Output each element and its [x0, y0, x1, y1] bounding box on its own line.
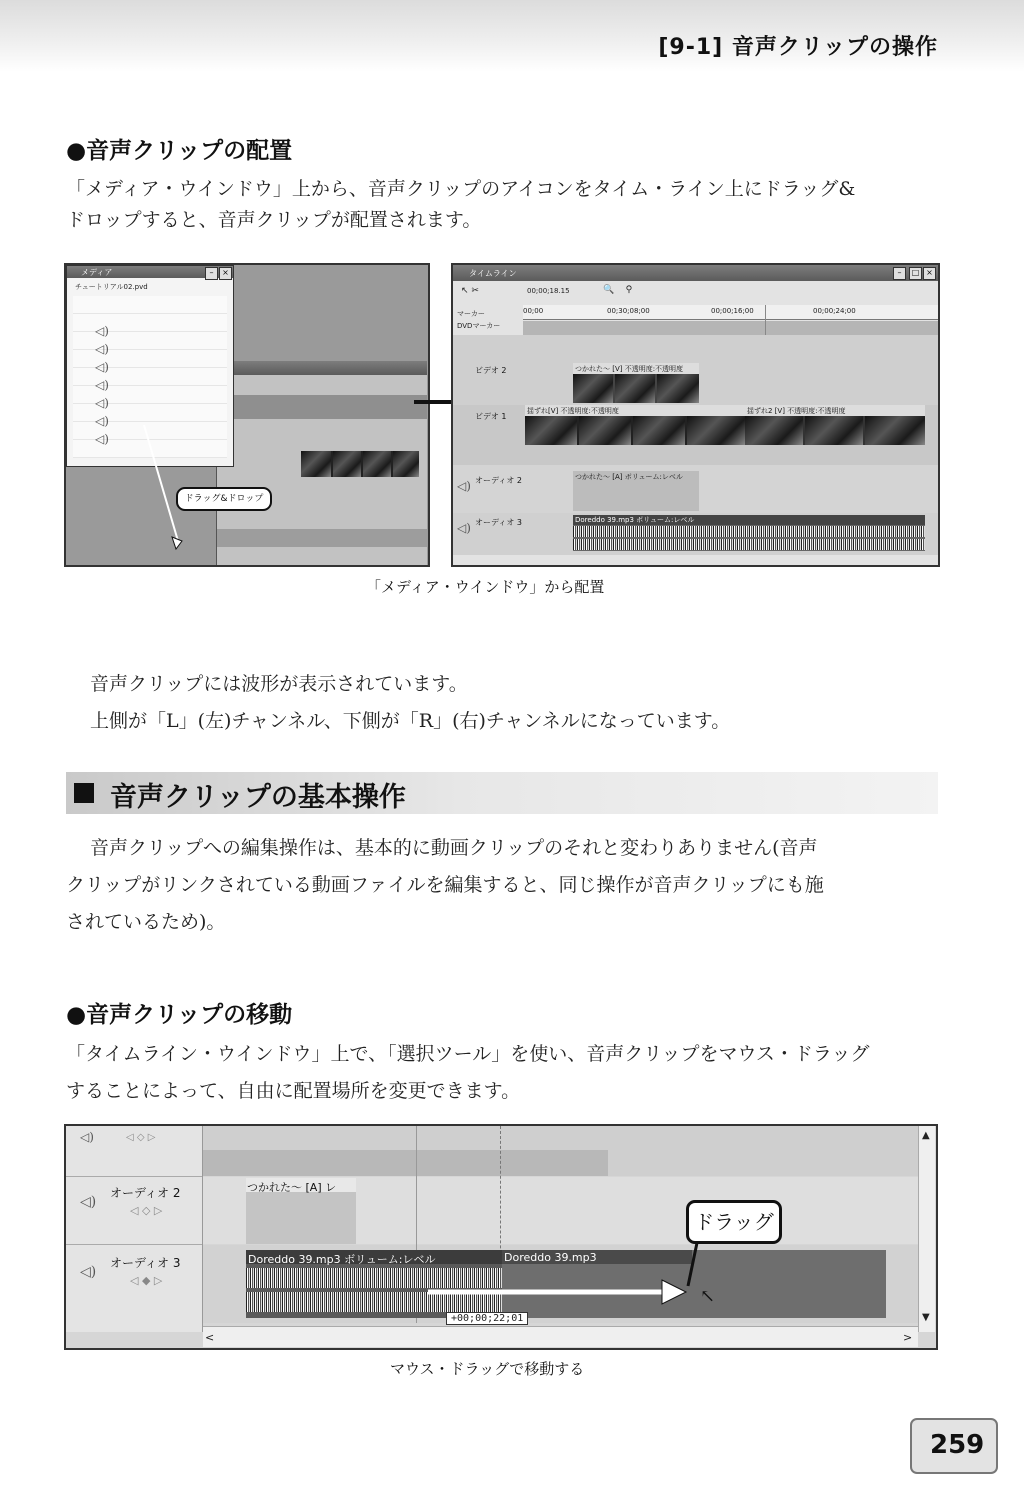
scroll-down-icon[interactable]: ▼: [922, 1312, 930, 1323]
timeline-minimize-button[interactable]: –: [893, 267, 906, 280]
scroll-right-icon[interactable]: >: [903, 1331, 913, 1344]
media-window-title: メディア: [81, 268, 113, 277]
zoom-icon[interactable]: 🔍 ⚲: [603, 285, 633, 295]
figure2-caption: マウス・ドラッグで移動する: [390, 1360, 585, 1378]
drag-path-line: [66, 265, 428, 565]
placement-line-1: 「メディア・ウインドウ」上から、音声クリップのアイコンをタイム・ライン上にドラッグ&: [66, 178, 856, 200]
drag-and-drop-callout: ドラッグ&ドロップ: [176, 487, 272, 511]
timeline-titlebar: [453, 265, 938, 281]
dvd-marker-label: DVDマーカー: [457, 322, 501, 330]
drag-timecode-tooltip: +00;00;22;01: [446, 1312, 528, 1325]
basic-ops-line-2: クリップがリンクされている動画ファイルを編集すると、同じ操作が音声クリップにも施: [66, 874, 824, 896]
ruler-tick-label: 00;00;24;00: [813, 307, 856, 315]
keyframe-nav-icon[interactable]: ◁ ◇ ▷: [130, 1204, 163, 1217]
audio-file-icon[interactable]: ◁): [95, 360, 109, 374]
section-title-placement: ●音声クリップの配置: [66, 138, 293, 164]
drag-callout: ドラッグ: [686, 1200, 782, 1244]
scroll-left-icon[interactable]: <: [205, 1331, 215, 1344]
timeline-close-button[interactable]: ×: [923, 267, 936, 280]
media-project-name: チュートリアル02.pvd: [75, 283, 148, 291]
speaker-icon[interactable]: ◁): [80, 1194, 97, 1210]
mouse-cursor-icon: ↖: [700, 1286, 716, 1307]
audio-file-icon[interactable]: ◁): [95, 396, 109, 410]
ruler-tick-label: 00;30;08;00: [607, 307, 650, 315]
keyframe-nav-icon[interactable]: ◁ ◇ ▷: [126, 1132, 156, 1143]
audio-file-icon[interactable]: ◁): [95, 342, 109, 356]
timeline-maximize-button[interactable]: □: [909, 267, 922, 280]
track-label-audio3: オーディオ 3: [110, 1256, 181, 1270]
clip-audio3-label: Doreddo 39.mp3 ボリューム:レベル: [248, 1253, 436, 1266]
basic-ops-line-1: 音声クリップへの編集操作は、基本的に動画クリップのそれと変わりありません(音声: [90, 837, 818, 859]
clip-audio3-label: Doreddo 39.mp3 ボリューム:レベル: [575, 516, 695, 524]
horizontal-scrollbar[interactable]: [203, 1326, 918, 1347]
placement-paragraph: [66, 174, 946, 236]
audio-file-icon[interactable]: ◁): [95, 414, 109, 428]
clip-audio3[interactable]: [573, 515, 925, 551]
ruler-tick-label: 00;00;16;00: [711, 307, 754, 315]
keyframe-nav-icon[interactable]: ◁ ◆ ▷: [130, 1274, 163, 1287]
move-line-2: することによって、自由に配置場所を変更できます。: [66, 1080, 521, 1102]
clip-video2[interactable]: [573, 363, 699, 403]
scroll-up-icon[interactable]: ▲: [922, 1130, 930, 1141]
speaker-icon[interactable]: ◁): [457, 479, 471, 493]
running-head: [9-1] 音声クリップの操作: [658, 35, 938, 60]
speaker-icon[interactable]: ◁): [457, 521, 471, 535]
track-label-audio3: オーディオ 3: [475, 518, 522, 527]
clip-video1-a-label: 揺ずれ[V] 不透明度:不透明度: [527, 407, 619, 415]
audio-file-icon[interactable]: ◁): [95, 324, 109, 338]
select-tool-icon[interactable]: ↖ ✂: [461, 286, 479, 296]
page-number: 259: [930, 1430, 985, 1460]
timeline-window-title: タイムライン: [469, 269, 517, 278]
audio-file-icon[interactable]: ◁): [95, 432, 109, 446]
figure2-timeline-screenshot: [64, 1124, 938, 1350]
waveform-line-1: 音声クリップには波形が表示されています。: [90, 673, 468, 695]
timecode-display: 00;00;18.15: [527, 287, 570, 295]
clip-audio2-label: つかれた～ [A] ボリューム:レベル: [575, 473, 683, 481]
media-close-button[interactable]: ×: [219, 267, 232, 280]
clip-video1-b[interactable]: [745, 405, 925, 445]
ruler-tick-label: 00;00: [523, 307, 544, 315]
clip-audio2-label: つかれた～ [A] レ: [247, 1181, 337, 1194]
waveform-line-2: 上側が「L」(左)チャンネル、下側が「R」(右)チャンネルになっています。: [90, 710, 731, 732]
media-minimize-button[interactable]: –: [205, 267, 218, 280]
waveform-paragraph: [90, 666, 950, 740]
move-paragraph: [66, 1036, 946, 1110]
clip-video1-a[interactable]: [525, 405, 745, 445]
basic-ops-line-3: されているため)。: [66, 911, 226, 933]
audio-file-icon[interactable]: ◁): [95, 378, 109, 392]
marker-label: マーカー: [457, 310, 485, 318]
move-line-1: 「タイムライン・ウインドウ」上で、「選択ツール」を使い、音声クリップをマウス・ドラッグ: [66, 1043, 870, 1065]
figure1-timeline-window-screenshot: [451, 263, 940, 567]
placement-line-2: ドロップすると、音声クリップが配置されます。: [66, 209, 482, 231]
figure1-caption: 「メディア・ウインドウ」から配置: [366, 578, 605, 596]
track-label-video1: ビデオ 1: [475, 412, 507, 421]
time-ruler[interactable]: [523, 305, 938, 320]
clip-video2-label: つかれた～ [V] 不透明度:不透明度: [575, 365, 684, 373]
waveform-left: [573, 526, 925, 537]
clip-video1-b-label: 揺ずれ2 [V] 不透明度:不透明度: [747, 407, 846, 415]
clip-audio2[interactable]: [573, 471, 699, 511]
section-heading-square: [74, 783, 94, 803]
track-label-video2: ビデオ 2: [475, 366, 507, 375]
track-label-audio2: オーディオ 2: [110, 1186, 181, 1200]
figure1-media-window-screenshot: [64, 263, 430, 567]
section-title-move: ●音声クリップの移動: [66, 1002, 293, 1028]
vertical-scrollbar[interactable]: [918, 1126, 935, 1332]
dvd-marker-lane: [523, 321, 938, 335]
waveform-right: [573, 539, 925, 550]
clip-ghost-label: Doreddo 39.mp3: [504, 1251, 597, 1264]
track-label-audio2: オーディオ 2: [475, 476, 522, 485]
speaker-icon[interactable]: ◁): [80, 1264, 97, 1280]
section-heading-title: 音声クリップの基本操作: [110, 782, 406, 813]
basic-ops-paragraph: [66, 830, 946, 941]
speaker-icon[interactable]: ◁): [80, 1130, 94, 1144]
